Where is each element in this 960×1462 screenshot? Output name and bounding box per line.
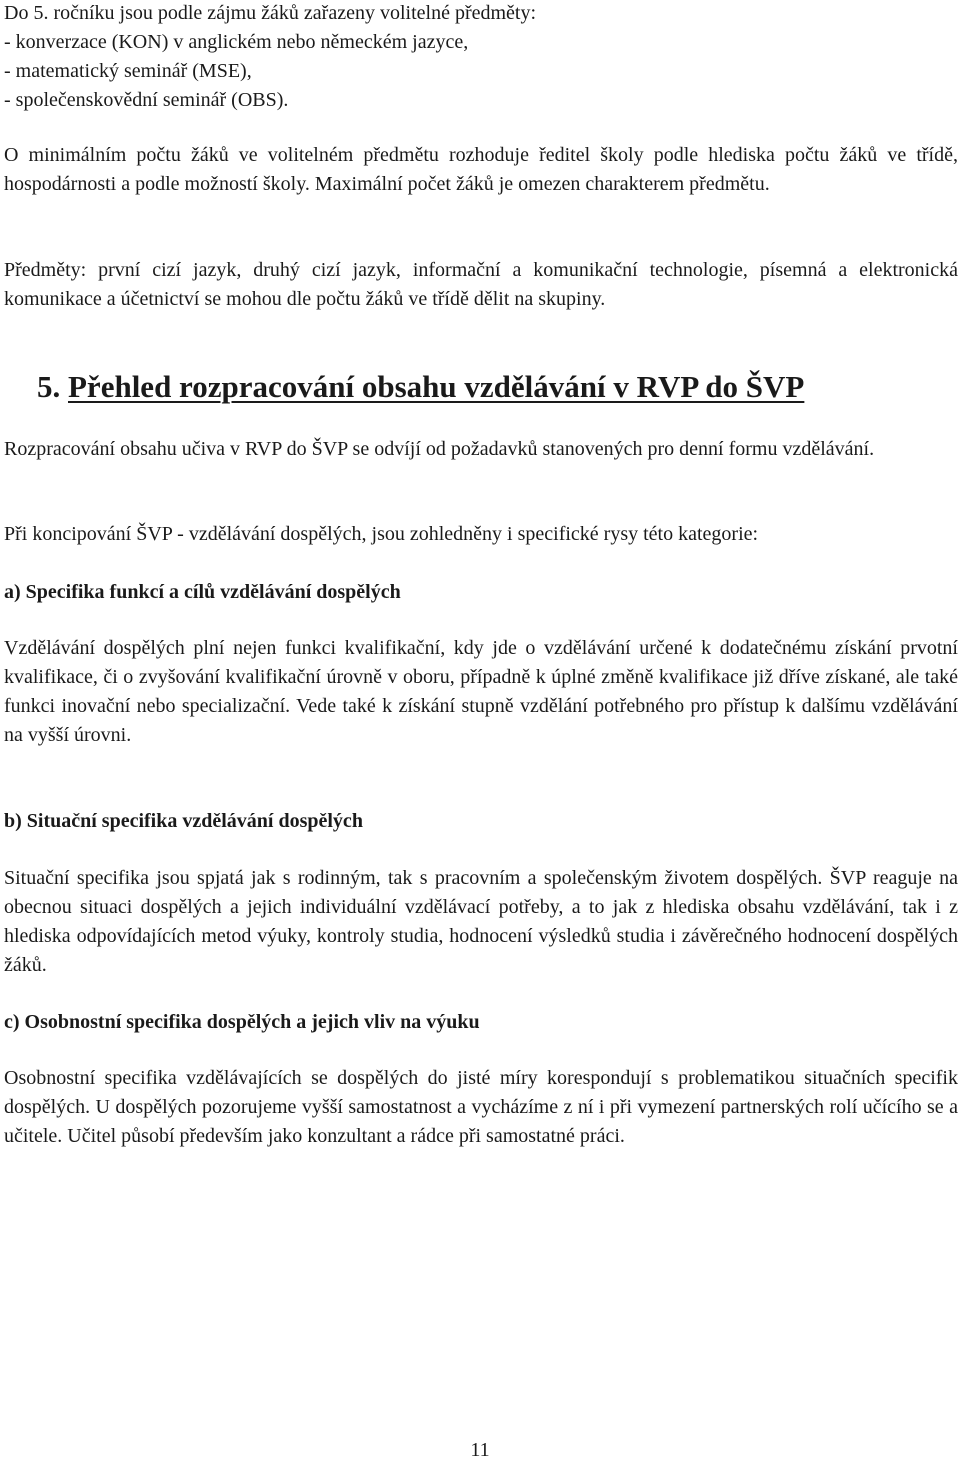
intro-line: - matematický seminář (MSE),: [4, 60, 252, 82]
subsection-b-text: Situační specifika jsou spjatá jak s rodinným, tak s pracovním a společenským životem dospělých. ŠVP reaguje na obecnou situaci dospělých a jejich individuální vzdělávací potřeby, a to jak z hlediska obsahu vzdělávání, tak i z hlediska odpovídajících metod výuky, kontroly studia, hodnocení výsledků studia i závěrečného hodnocení dospělých žáků.: [4, 867, 958, 976]
subheading-a: a) Specifika funkcí a cílů vzdělávání dospělých: [4, 581, 401, 603]
section-paragraph-1: Rozpracování obsahu učiva v RVP do ŠVP se odvíjí od požadavků stanovených pro denní formu vzdělávání.: [4, 438, 875, 460]
intro-line: - společenskovědní seminář (OBS).: [4, 89, 289, 111]
intro-block: [4, 0, 958, 115]
subheading-b: b) Situační specifika vzdělávání dospělých: [4, 810, 363, 832]
paragraph-minimum: O minimálním počtu žáků ve volitelném předmětu rozhoduje ředitel školy podle hlediska počtu žáků ve třídě, hospodárnosti a podle možností školy. Maximální počet žáků je omezen charakterem předmětu.: [4, 144, 958, 195]
paragraph-groups: Předměty: první cizí jazyk, druhý cizí jazyk, informační a komunikační technologie, písemná a elektronická komunikace a účetnictví se mohou dle počtu žáků ve třídě dělit na skupiny.: [4, 259, 958, 310]
subsection-a-text: Vzdělávání dospělých plní nejen funkci kvalifikační, kdy jde o vzdělávání určené k dodatečnému získání prvotní kvalifikace, či o zvyšování kvalifikační úrovně v oboru, případně k úplné změně kvalifikace již dříve získané, ale také funkci inovační nebo specializační. Vede také k získání stupně vzdělání potřebného pro přístup k dalšímu vzdělávání na vyšší úrovni.: [4, 637, 958, 746]
subheading-c: c) Osobnostní specifika dospělých a jejich vliv na výuku: [4, 1011, 480, 1033]
page-number: 11: [470, 1439, 490, 1461]
intro-line: Do 5. ročníku jsou podle zájmu žáků zařazeny volitelné předměty:: [4, 2, 537, 24]
subsection-c-text: Osobnostní specifika vzdělávajících se dospělých do jisté míry korespondují s problematikou situačních specifik dospělých. U dospělých pozorujeme vyšší samostatnost a vycházíme z ní i při vymezení partnerských rolí učícího se a učitele. Učitel působí především jako konzultant a rádce při samostatné práci.: [4, 1067, 958, 1147]
intro-line: - konverzace (KON) v anglickém nebo německém jazyce,: [4, 31, 469, 53]
section-title: Přehled rozpracování obsahu vzdělávání v RVP do ŠVP: [68, 369, 805, 404]
section-number: 5.: [37, 369, 61, 404]
section-heading: [37, 369, 958, 405]
section-paragraph-2: Při koncipování ŠVP - vzdělávání dospělých, jsou zohledněny i specifické rysy této kategorie:: [4, 523, 759, 545]
